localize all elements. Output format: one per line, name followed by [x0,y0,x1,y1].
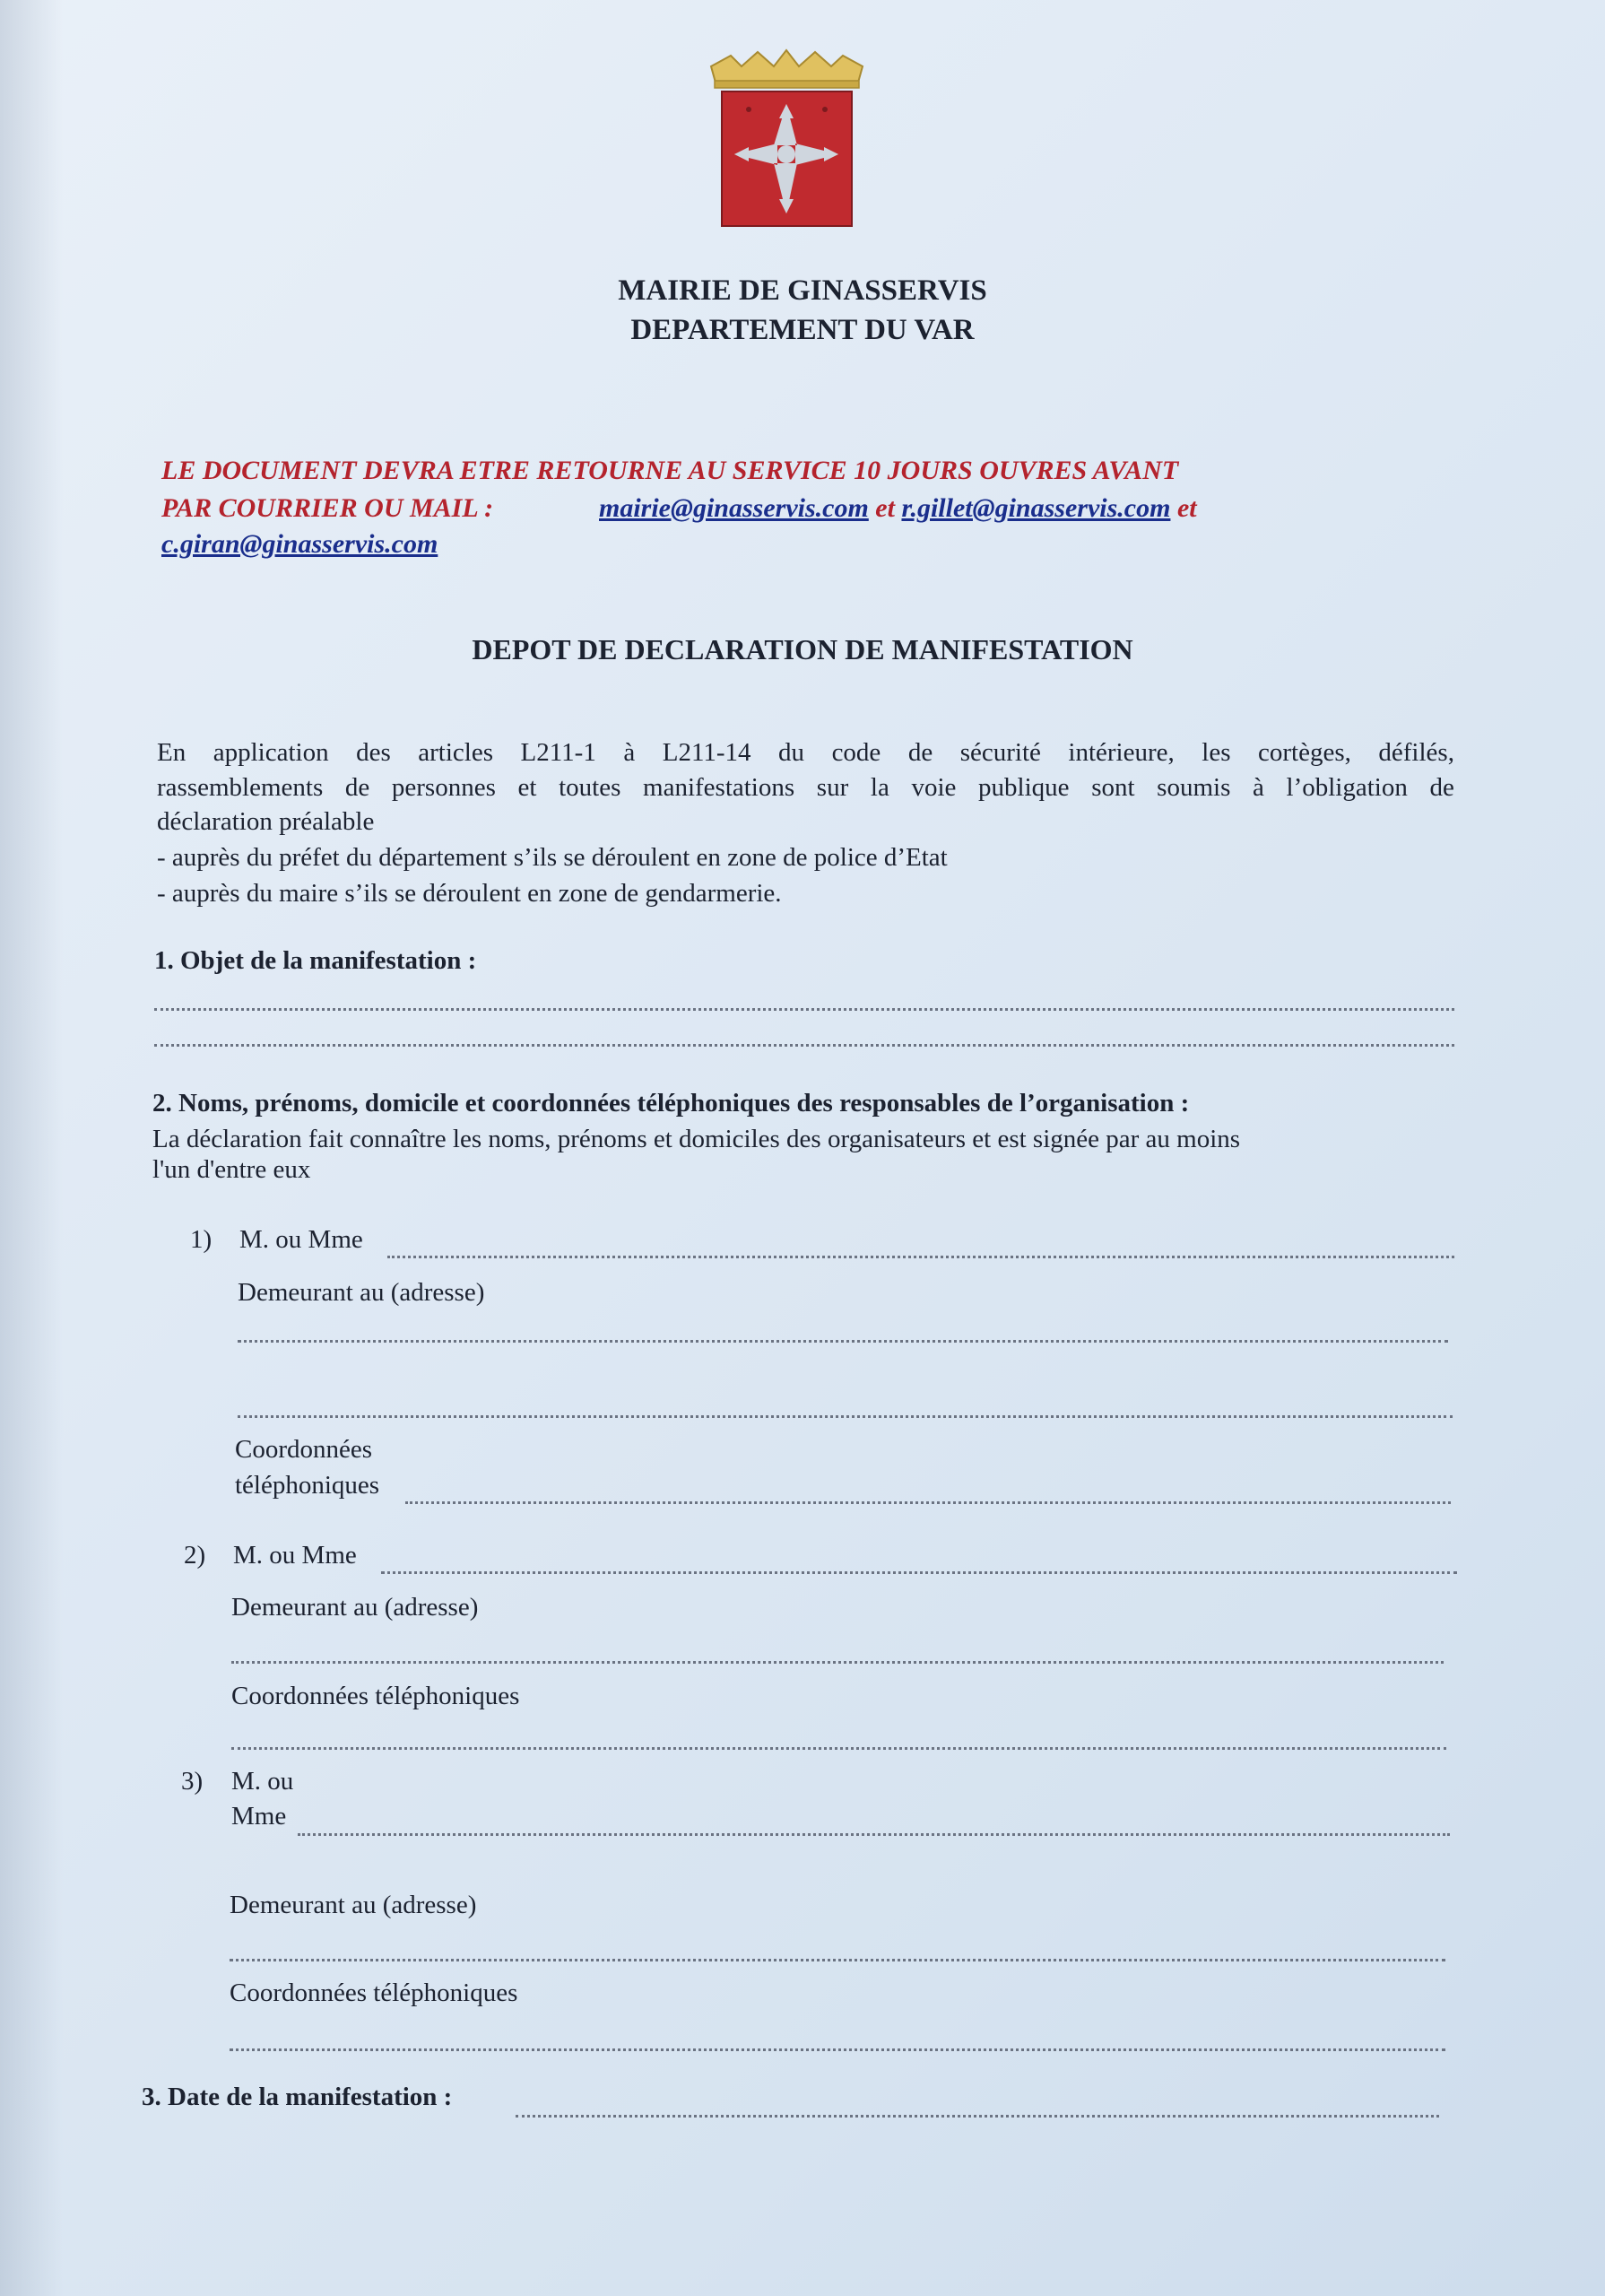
intro-word: de [1429,773,1454,802]
intro-word: sont [1091,773,1135,802]
person-2-address-label: Demeurant au (adresse) [231,1593,479,1622]
objet-line-1[interactable] [154,1008,1454,1011]
intro-word: soumis [1157,773,1231,802]
intro-word: intérieure, [1068,738,1175,767]
intro-word: L211-14 [662,738,751,767]
intro-word: L211-1 [520,738,596,767]
email-link-giran[interactable]: c.giran@ginasservis.com [161,529,438,559]
intro-word: de [907,738,933,767]
person-2-address-field[interactable] [231,1661,1444,1664]
person-2-number: 2) [184,1541,206,1570]
notice-line-3 [161,529,438,560]
intro-word: sécurité [959,738,1041,767]
person-3-phone-field[interactable] [230,2048,1445,2051]
person-3-address-label: Demeurant au (adresse) [230,1891,477,1919]
intro-word: des [356,738,391,767]
intro-word: articles [418,738,494,767]
section-3-heading: 3. Date de la manifestation : [142,2083,453,2111]
person-3-name-label-line-2: Mme [231,1802,287,1831]
intro-word: la [870,773,889,802]
person-2-name-label: M. ou Mme [233,1541,357,1570]
person-1-phone-label-line-2: téléphoniques [235,1471,380,1500]
person-1-address-label: Demeurant au (adresse) [238,1278,485,1307]
section-2-desc-line-2: l'un d'entre eux [152,1155,311,1184]
form-title: DEPOT DE DECLARATION DE MANIFESTATION [472,633,1133,665]
person-3-address-field[interactable] [230,1959,1445,1961]
intro-word: code [831,738,881,767]
person-1-number: 1) [190,1225,213,1254]
coat-of-arms-emblem [704,47,870,235]
intro-word: personnes [391,773,496,802]
person-3-name-field[interactable] [298,1833,1450,1836]
intro-word: sur [816,773,849,802]
section-1-heading: 1. Objet de la manifestation : [154,946,477,975]
header-departement: DEPARTEMENT DU VAR [630,314,975,346]
intro-word: rassemblements [157,773,324,802]
person-3-number: 3) [181,1767,204,1796]
person-1-phone-label-line-1: Coordonnées [235,1435,373,1464]
intro-word: publique [978,773,1070,802]
intro-word: les [1202,738,1231,767]
section-2-desc-line-1: La déclaration fait connaître les noms, prénoms et domiciles des organisateurs et est signée par au moins [152,1125,1241,1153]
notice-emails [599,493,1197,524]
intro-word: toutes [559,773,621,802]
objet-line-2[interactable] [154,1044,1454,1047]
notice-conjunction: et [1176,493,1197,523]
person-1-phone-field[interactable] [405,1501,1451,1504]
person-3-name-label-line-1: M. ou [231,1767,294,1796]
person-1-address-line-1[interactable] [238,1340,1448,1343]
intro-word: l’obligation [1286,773,1408,802]
intro-word: application [213,738,329,767]
intro-word: à [623,738,636,767]
intro-word: de [344,773,370,802]
notice-prefix: PAR COURRIER OU MAIL : [161,493,494,523]
intro-word: et [517,773,537,802]
email-link-gillet[interactable]: r.gillet@ginasservis.com [901,493,1171,523]
intro-word: du [778,738,805,767]
email-link-mairie[interactable]: mairie@ginasservis.com [599,493,869,523]
intro-line-5: - auprès du maire s’ils se déroulent en zone de gendarmerie. [157,879,782,908]
intro-line-3: déclaration préalable [157,807,375,836]
person-3-phone-label: Coordonnées téléphoniques [230,1979,518,2007]
person-2-phone-label: Coordonnées téléphoniques [231,1682,520,1710]
person-2-phone-field[interactable] [231,1747,1446,1750]
person-1-name-field[interactable] [387,1256,1454,1258]
date-field[interactable] [516,2115,1439,2118]
person-2-name-field[interactable] [381,1571,1457,1574]
intro-line-2 [157,773,1454,803]
intro-line-4: - auprès du préfet du département s’ils se déroulent en zone de police d’Etat [157,843,948,872]
header-mairie: MAIRIE DE GINASSERVIS [618,274,987,307]
notice-line-2 [161,493,493,524]
person-1-address-line-2[interactable] [238,1415,1453,1418]
intro-line-1 [157,738,1454,768]
section-2-heading: 2. Noms, prénoms, domicile et coordonnées téléphoniques des responsables de l’organisation : [152,1089,1190,1118]
intro-word: manifestations [643,773,795,802]
intro-word: voie [911,773,957,802]
notice-line-1: LE DOCUMENT DEVRA ETRE RETOURNE AU SERVICE 10 JOURS OUVRES AVANT [161,456,1179,485]
intro-word: à [1253,773,1264,802]
intro-word: défilés, [1378,738,1454,767]
intro-word: cortèges, [1258,738,1351,767]
person-1-name-label: M. ou Mme [239,1225,363,1254]
notice-conjunction: et [875,493,895,523]
intro-word: En [157,738,187,767]
